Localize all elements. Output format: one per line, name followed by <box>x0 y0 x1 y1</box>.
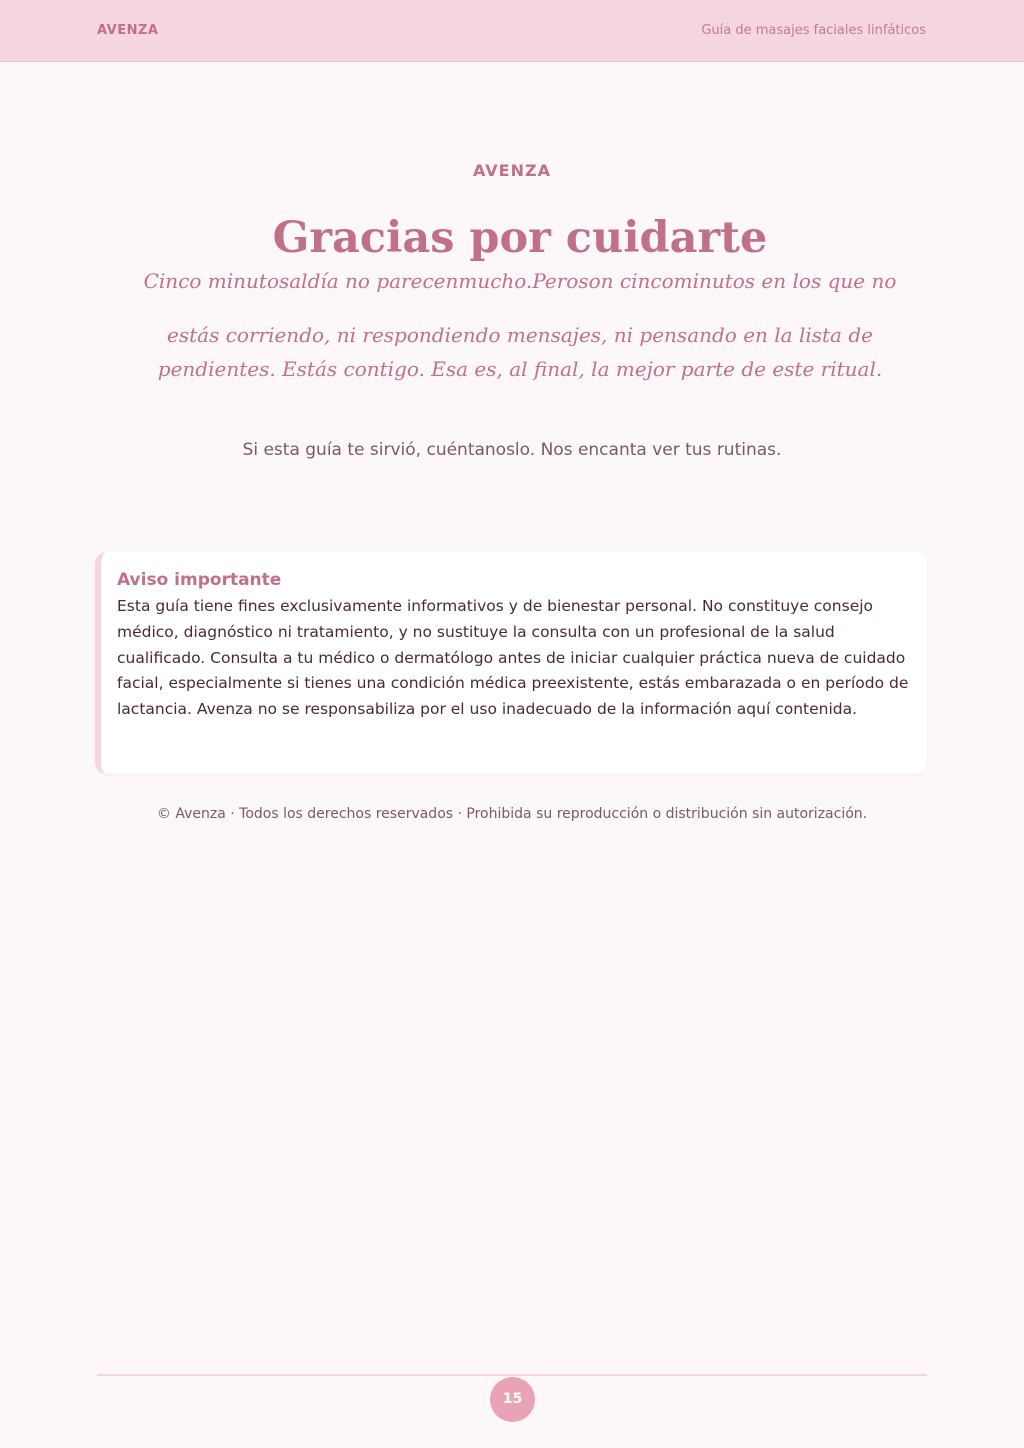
notice-card <box>95 552 927 774</box>
page-number-badge: 15 <box>490 1377 535 1422</box>
header-document-title: Guía de masajes faciales linfáticos <box>701 23 926 38</box>
footer-divider <box>97 1374 927 1376</box>
closing-message <box>120 264 920 386</box>
closing-message-line: Cinco minutosaldía no parecenmucho.Peroson cincominutos en los que no <box>143 269 897 293</box>
invite-text: Si esta guía te sirvió, cuéntanoslo. Nos encanta ver tus rutinas. <box>242 440 782 460</box>
header-brand: AVENZA <box>97 23 159 38</box>
closing-title: Gracias por cuidarte <box>272 213 768 263</box>
notice-body: Esta guía tiene fines exclusivamente informativos y de bienestar personal. No constituye consejo médico, diagnóstico ni tratamiento, y no sustituye la consulta con un profesional de la salud cualificado. Consulta a tu médico o dermatólogo antes de iniciar cualquier práctica nueva de cuidado facial, especialmente si tienes una condición médica preexistente, estás embarazada o en período de lactancia. Avenza no se responsabiliza por el uso inadecuado de la información aquí contenida. <box>117 597 909 719</box>
closing-message-line: estás corriendo, ni respondiendo mensajes, ni pensando en la lista de <box>167 323 873 347</box>
copyright-notice: © Avenza · Todos los derechos reservados · Prohibida su reproducción o distribución sin autorización. <box>156 806 868 822</box>
brand-mark: AVENZA <box>473 161 551 180</box>
page-header <box>0 0 1024 62</box>
closing-message-line: pendientes. Estás contigo. Esa es, al final, la mejor parte de este ritual. <box>157 357 883 381</box>
notice-title: Aviso importante <box>117 570 282 590</box>
